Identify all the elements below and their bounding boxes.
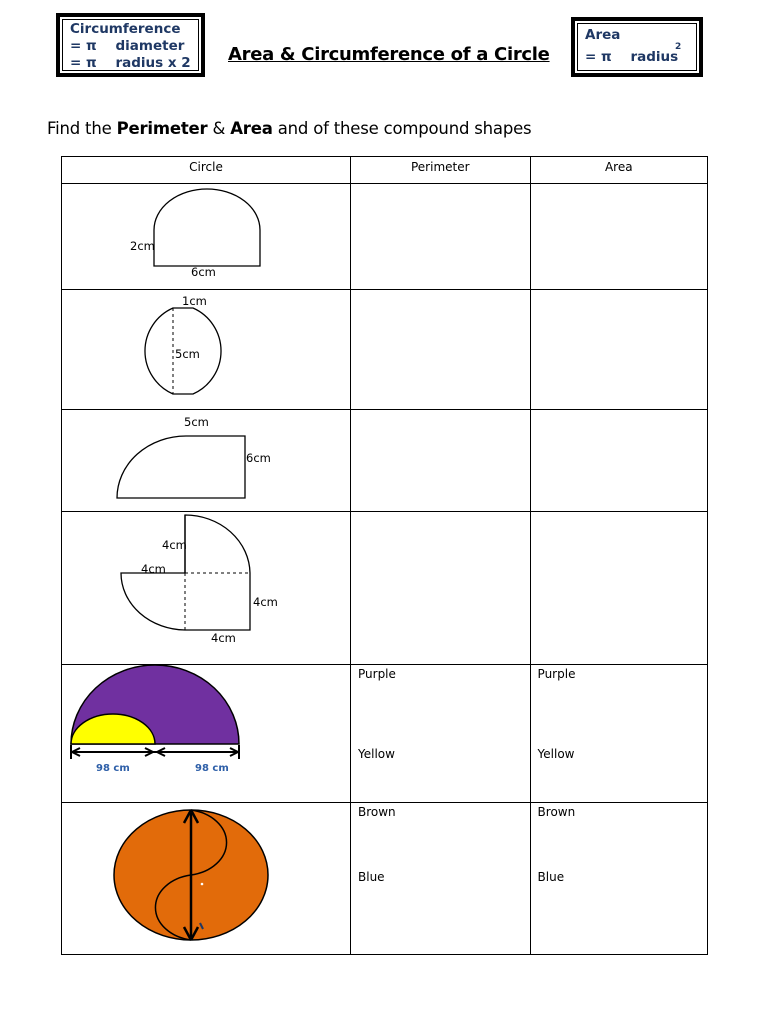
- perimeter-answer-cell[interactable]: [351, 410, 531, 512]
- shape-cell-semicircles: [62, 665, 351, 803]
- perimeter-answer-cell[interactable]: [351, 290, 531, 410]
- area-answer-cell[interactable]: [530, 184, 707, 290]
- area-formula: = π radius: [585, 49, 679, 65]
- area-answer-cell[interactable]: [530, 665, 707, 803]
- quarter-pair-label-a: 4cm: [162, 538, 187, 552]
- area-answer-cell[interactable]: [530, 803, 707, 955]
- perimeter-purple-label: Purple: [358, 667, 396, 681]
- header-perimeter: Perimeter: [351, 157, 531, 184]
- circumference-diameter-formula: = π diameter: [70, 38, 185, 54]
- header-circle: Circle: [62, 157, 351, 184]
- area-formula-box: [571, 17, 703, 77]
- area-blue-label: Blue: [537, 870, 565, 884]
- quarter-rect-right-label: 6cm: [246, 451, 271, 465]
- dome-shape-figure: [62, 184, 350, 284]
- area-answer-cell[interactable]: [530, 512, 707, 665]
- area-answer-cell[interactable]: [530, 410, 707, 512]
- table-row: [62, 410, 708, 512]
- dome-height-label: 2cm: [130, 239, 155, 253]
- perimeter-yellow-label: Yellow: [358, 747, 395, 761]
- table-row: [62, 803, 708, 955]
- header-area: Area: [530, 157, 707, 184]
- perimeter-answer-cell[interactable]: [351, 512, 531, 665]
- area-label: Area: [585, 27, 621, 43]
- stadium-shape-figure: [62, 290, 350, 404]
- semicircle-right-label: 98 cm: [195, 763, 229, 774]
- quarter-pair-figure: [62, 512, 350, 659]
- shape-cell-stadium: [62, 290, 351, 410]
- perimeter-answer-cell[interactable]: [351, 184, 531, 290]
- instruction-text: [47, 119, 531, 138]
- quarter-pair-label-b: 4cm: [141, 562, 166, 576]
- perimeter-blue-label: Blue: [358, 870, 385, 884]
- worksheet-table: [61, 156, 708, 955]
- shape-cell-quarter-pair: [62, 512, 351, 665]
- stray-mark-icon: [196, 921, 208, 933]
- circumference-radius-formula: = π radius x 2: [70, 55, 191, 71]
- instruction-area: Area: [230, 119, 273, 138]
- table-row: [62, 512, 708, 665]
- table-header-row: [62, 157, 708, 184]
- table-row: [62, 184, 708, 290]
- page-title: Area & Circumference of a Circle: [228, 44, 550, 65]
- table-row: [62, 290, 708, 410]
- instruction-middle: &: [207, 119, 231, 138]
- quarter-pair-label-c: 4cm: [253, 595, 278, 609]
- area-yellow-label: Yellow: [537, 747, 575, 761]
- semicircle-left-label: 98 cm: [96, 763, 130, 774]
- shape-cell-dome: [62, 184, 351, 290]
- area-purple-label: Purple: [537, 667, 576, 681]
- quarter-rectangle-figure: [62, 410, 350, 506]
- perimeter-answer-cell[interactable]: [351, 803, 531, 955]
- quarter-rect-top-label: 5cm: [184, 415, 209, 429]
- circumference-label: Circumference: [70, 21, 181, 37]
- shape-cell-quarter-rectangle: [62, 410, 351, 512]
- perimeter-brown-label: Brown: [358, 805, 396, 819]
- dome-width-label: 6cm: [191, 265, 216, 279]
- stadium-top-label: 1cm: [182, 294, 207, 308]
- area-exponent: 2: [675, 42, 682, 52]
- semicircles-figure: [62, 665, 350, 797]
- table-row: [62, 665, 708, 803]
- perimeter-answer-cell[interactable]: [351, 665, 531, 803]
- instruction-suffix: and of these compound shapes: [272, 119, 532, 138]
- area-answer-cell[interactable]: [530, 290, 707, 410]
- circumference-formula-box: [56, 13, 205, 77]
- quarter-pair-label-d: 4cm: [211, 631, 236, 645]
- area-brown-label: Brown: [537, 805, 576, 819]
- instruction-prefix: Find the: [47, 119, 117, 138]
- instruction-perimeter: Perimeter: [116, 119, 208, 138]
- stadium-middle-label: 5cm: [175, 347, 200, 361]
